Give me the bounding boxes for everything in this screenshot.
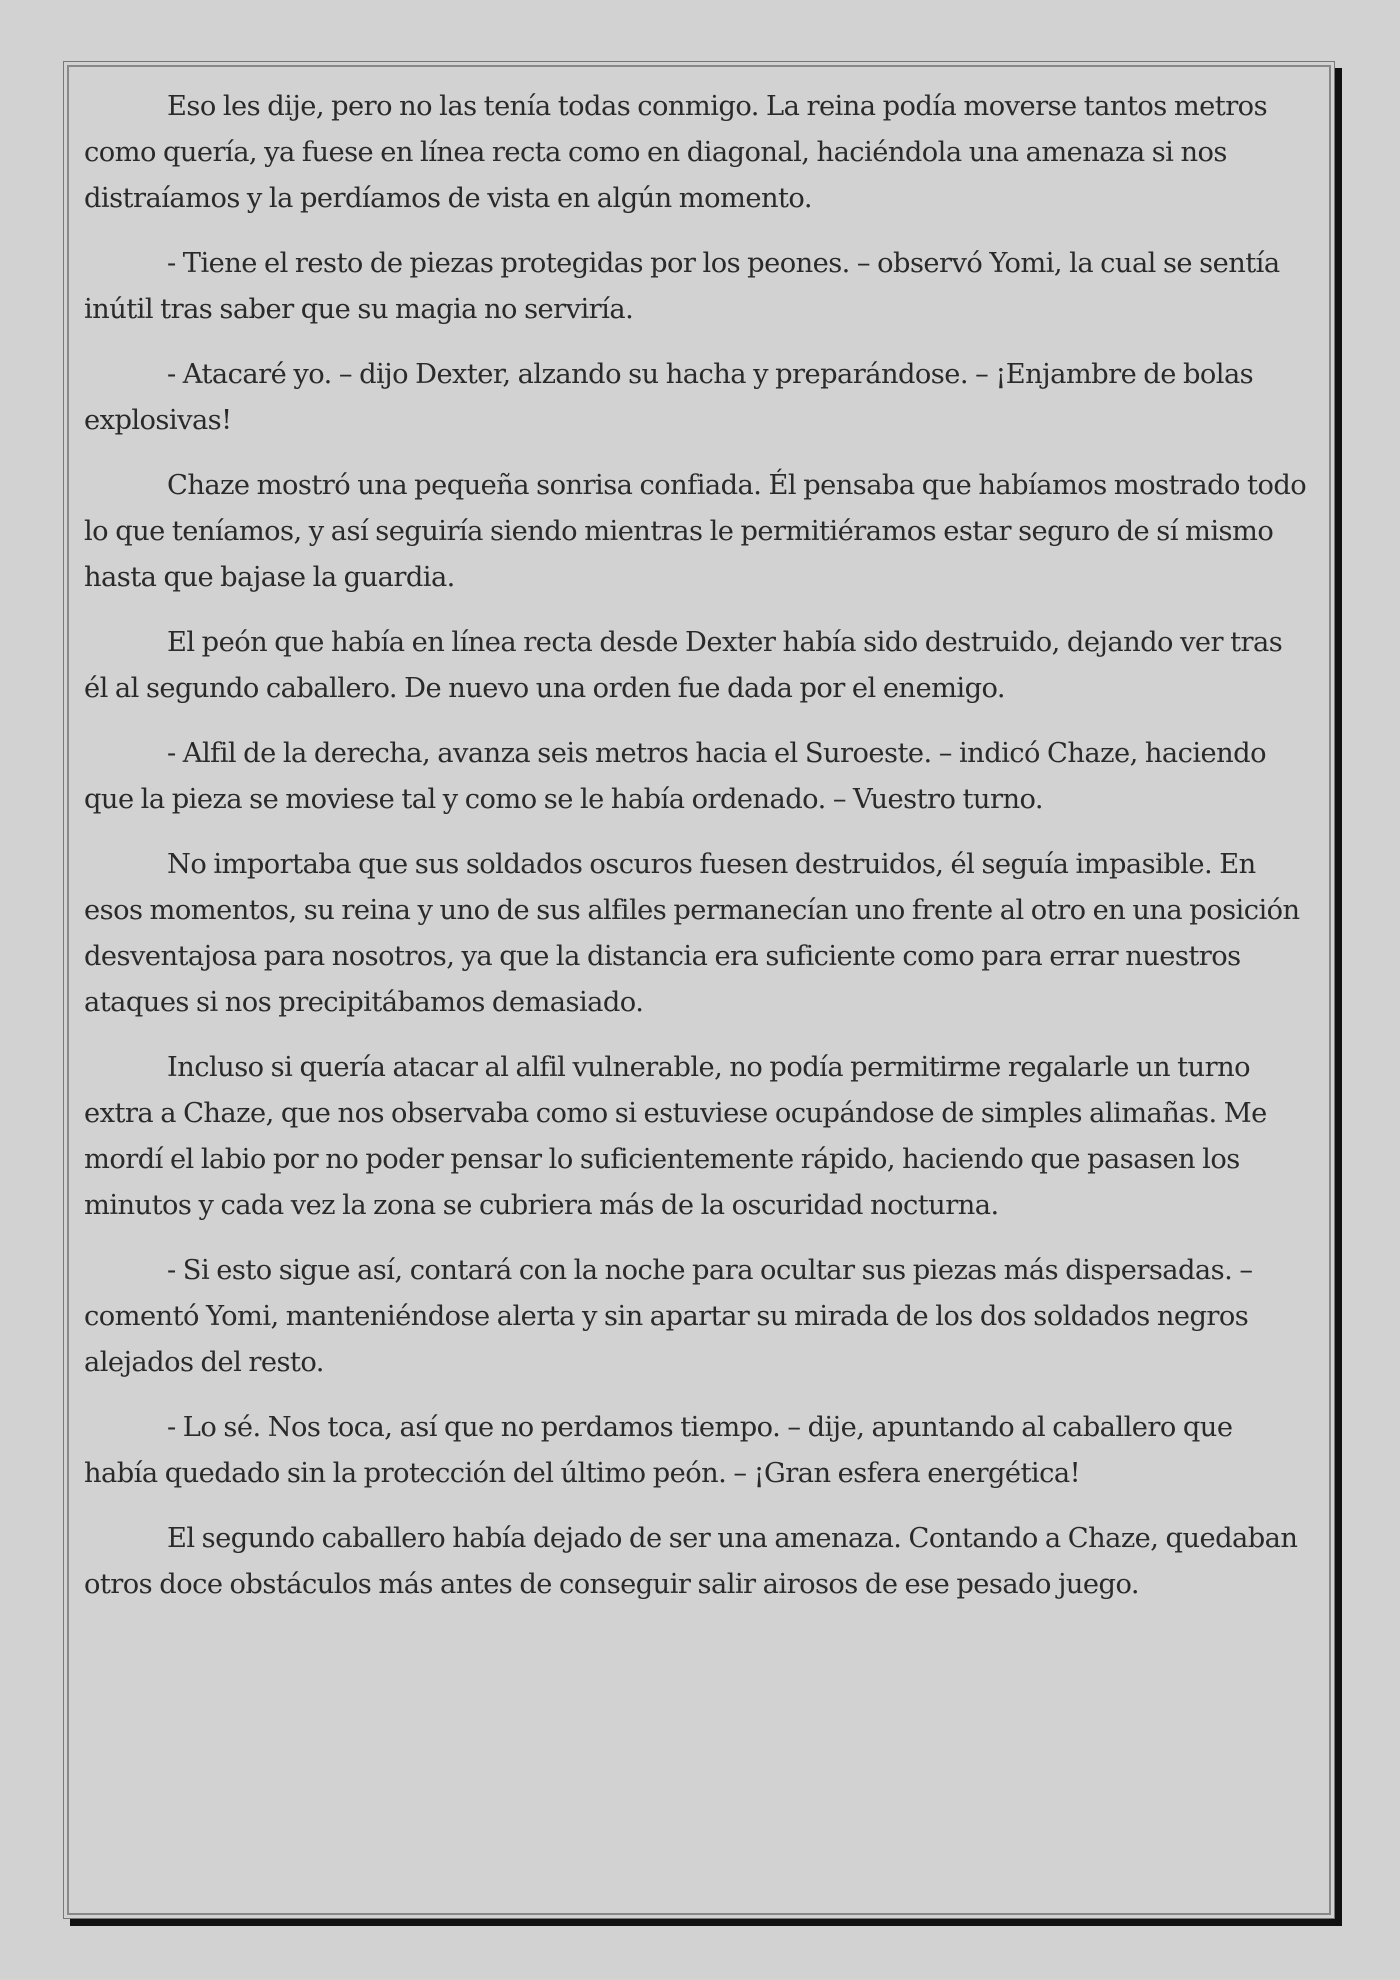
paragraph-10: - Lo sé. Nos toca, así que no perdamos tiempo. – dije, apuntando al caballero que había quedado sin la protección del último peón. – ¡Gran esfera energética! <box>84 1412 1233 1489</box>
paragraph-5: El peón que había en línea recta desde Dexter había sido destruido, dejando ver tras él al segundo caballero. De nuevo una orden fue dada por el enemigo. <box>84 627 1283 704</box>
paragraph-1: Eso les dije, pero no las tenía todas conmigo. La reina podía moverse tantos metros como quería, ya fuese en línea recta como en diagonal, haciéndola una amenaza si nos distraíamos y la perdíamos de vista en algún momento. <box>84 91 1268 214</box>
paragraph-2: - Tiene el resto de piezas protegidas por los peones. – observó Yomi, la cual se sentía inútil tras saber que su magia no serviría. <box>84 248 1280 325</box>
paragraph-7: No importaba que sus soldados oscuros fuesen destruidos, él seguía impasible. En esos momentos, su reina y uno de sus alfiles permanecían uno frente al otro en una posición desventajosa para nosotros, ya que la distancia era suficiente como para errar nuestros ataques si nos precipitábamos demasiado. <box>84 849 1300 1018</box>
paragraph-4: Chaze mostró una pequeña sonrisa confiada. Él pensaba que habíamos mostrado todo lo que teníamos, y así seguiría siendo mientras le permitiéramos estar seguro de sí mismo hasta que bajase la guardia. <box>84 470 1307 593</box>
document-page <box>63 61 1335 1919</box>
paragraph-6: - Alfil de la derecha, avanza seis metros hacia el Suroeste. – indicó Chaze, haciendo que la pieza se moviese tal y como se le había ordenado. – Vuestro turno. <box>84 738 1266 815</box>
paragraph-3: - Atacaré yo. – dijo Dexter, alzando su hacha y preparándose. – ¡Enjambre de bolas explosivas! <box>84 359 1254 436</box>
paragraph-11: El segundo caballero había dejado de ser una amenaza. Contando a Chaze, quedaban otros doce obstáculos más antes de conseguir salir airosos de ese pesado juego. <box>84 1523 1298 1600</box>
document-text-body <box>84 84 1310 1627</box>
paragraph-9: - Si esto sigue así, contará con la noche para ocultar sus piezas más dispersadas. – comentó Yomi, manteniéndose alerta y sin apartar su mirada de los dos soldados negros alejados del resto. <box>84 1255 1253 1378</box>
paragraph-8: Incluso si quería atacar al alfil vulnerable, no podía permitirme regalarle un turno extra a Chaze, que nos observaba como si estuviese ocupándose de simples alimañas. Me mordí el labio por no poder pensar lo suficientemente rápido, haciendo que pasasen los minutos y cada vez la zona se cubriera más de la oscuridad nocturna. <box>84 1052 1267 1221</box>
